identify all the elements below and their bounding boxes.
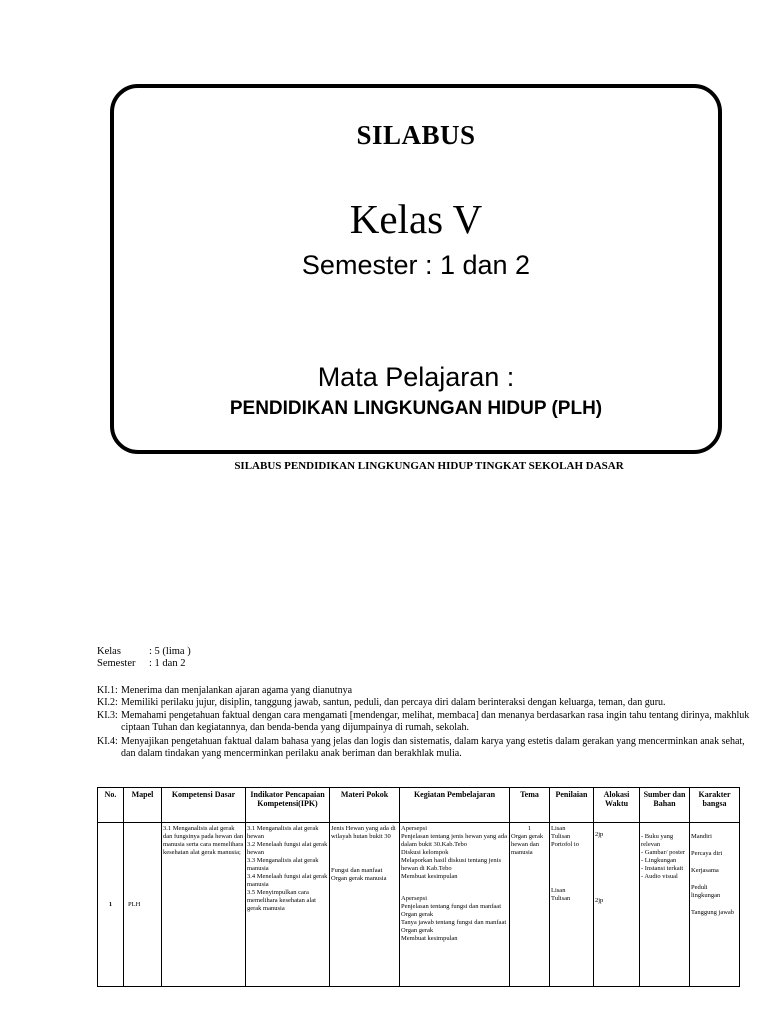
header-sumber: Sumber dan Bahan	[640, 788, 690, 823]
header-kegiatan: Kegiatan Pembelajaran	[400, 788, 510, 823]
ipk-item: 3.2 Menelaah fungsi alat gerak hewan	[247, 841, 328, 856]
cell-karakter	[690, 823, 740, 987]
sumber-item: - Instansi terkait	[641, 865, 684, 872]
cell-alokasi	[594, 823, 640, 987]
info-semester-label: Semester	[97, 658, 136, 669]
cover-title: SILABUS	[356, 120, 476, 150]
ki-text: Menyajikan pengetahuan faktual dalam bahasa yang jelas dan logis dan sistematis, dalam karya yang estetis dalam gerakan yang mencerminkan anak sehat, dan dalam tindakan yang mencerminkan perilaku anak beriman dan berakhlak mulia.	[121, 736, 745, 759]
header-no: No.	[98, 788, 124, 823]
sumber-item: - Buku yang relevan	[641, 833, 674, 848]
karakter-item: Tanggung jawab	[691, 909, 735, 916]
ipk-item: 3.5 Menyimpulkan cara memelihara kesehatan alat gerak manusia	[247, 889, 316, 912]
info-kelas-value: : 5 (lima )	[149, 646, 191, 657]
table-header-row	[98, 788, 740, 823]
karakter-item: Peduli lingkungan	[691, 884, 721, 899]
materi-item: Fungsi dan manfaat Organ gerak manusia	[331, 867, 387, 882]
cell-sumber	[640, 823, 690, 987]
cell-kegiatan	[400, 823, 510, 987]
ki-code: KI.2:	[97, 697, 118, 708]
header-karakter: Karakter bangsa	[690, 788, 740, 823]
header-penilaian: Penilaian	[550, 788, 594, 823]
kegiatan-item: Apersepsi	[401, 825, 427, 832]
tema-number: 1	[527, 825, 532, 832]
kegiatan-item: Tanya jawab tentang fungsi dan manfaat	[401, 919, 507, 926]
header-tema: Tema	[510, 788, 550, 823]
materi-item: Jenis Hewan yang ada di wilayah hutan bukit 30	[331, 825, 396, 840]
kd-text: 3.1 Menganalisis alat gerak dan fungsinya pada hewan dan manusia serta cara memelihara kesehatan alat gerak manusia;	[163, 825, 244, 856]
header-mapel: Mapel	[124, 788, 162, 823]
cell-no: 1	[98, 823, 124, 987]
ki-text: Memahami pengetahuan faktual dengan cara mengamati [mendengar, melihat, membaca] dan menanya berdasarkan rasa ingin tahu tentang dirinya, makhluk ciptaan Tuhan dan kegiatannya, dan benda-benda yang dijumpainya di rumah, sekolah.	[121, 710, 750, 733]
ki-item	[97, 685, 761, 697]
ki-code: KI.1:	[97, 685, 118, 696]
penilaian-item: Lisan	[551, 825, 566, 832]
header-kompetensi-dasar: Kompetensi Dasar	[162, 788, 246, 823]
kegiatan-item: Penjelasan tentang jenis hewan yang ada dalam bukit 30.Kab.Tebo	[401, 833, 507, 848]
sumber-item: - Lingkungan	[641, 857, 677, 864]
info-semester-value: : 1 dan 2	[149, 658, 186, 669]
sumber-item: - Gambar/ poster	[641, 849, 686, 856]
ki-code: KI.3:	[97, 710, 118, 721]
kegiatan-item: Apersepsi	[401, 895, 427, 902]
ki-code: KI.4:	[97, 736, 118, 747]
ipk-item: 3.3 Menganalisis alat gerak manusia	[247, 857, 319, 872]
ipk-item: 3.1 Menganalisis alat gerak hewan	[247, 825, 319, 840]
karakter-item: Percaya diri	[691, 850, 723, 857]
cell-kompetensi-dasar	[162, 823, 246, 987]
penilaian-item: Portofol io	[551, 841, 579, 848]
karakter-item: Kerjasama	[691, 867, 719, 874]
table-row	[98, 823, 740, 987]
cover-semester: Semester : 1 dan 2	[301, 250, 531, 280]
alokasi-item: 2jp	[595, 897, 604, 904]
kegiatan-item: Organ gerak	[401, 927, 434, 934]
cell-materi-pokok	[330, 823, 400, 987]
kegiatan-item: Diskusi kelompok	[401, 849, 449, 856]
header-alokasi: Alokasi Waktu	[594, 788, 640, 823]
info-kelas-label: Kelas	[97, 646, 121, 657]
sumber-item: - Audio visual	[641, 873, 678, 880]
tema-text: Organ gerak hewan dan manusia	[511, 833, 544, 856]
alokasi-item: 2jp	[595, 831, 604, 838]
cover-box	[110, 84, 722, 454]
penilaian-item: Tulisan	[551, 833, 571, 840]
ipk-item: 3.4 Menelaah fungsi alat gerak manusia	[247, 873, 328, 888]
info-semester	[97, 658, 185, 670]
ki-item	[97, 736, 761, 760]
penilaian-item: Lisan	[551, 887, 566, 894]
syllabus-table	[97, 787, 740, 987]
cell-tema	[510, 823, 550, 987]
cover-subject-label: Mata Pelajaran :	[317, 362, 515, 392]
karakter-item: Mandiri	[691, 833, 712, 840]
cover-subject-name: PENDIDIKAN LINGKUNGAN HIDUP (PLH)	[229, 398, 603, 419]
ki-text: Memiliki perilaku jujur, disiplin, tanggung jawab, santun, peduli, dan percaya diri dalam berinteraksi dengan keluarga, teman, dan guru.	[121, 697, 666, 708]
header-indikator: Indikator Pencapaian Kompetensi(IPK)	[246, 788, 330, 823]
ki-text: Menerima dan menjalankan ajaran agama yang dianutnya	[121, 685, 353, 696]
kegiatan-item: Penjelasan tentang fungsi dan manfaat Organ gerak	[401, 903, 501, 918]
cover-class: Kelas V	[349, 196, 483, 242]
ki-item	[97, 710, 761, 734]
kegiatan-item: Membuat kesimpulan	[401, 873, 458, 880]
penilaian-item: Tulisan	[551, 895, 571, 902]
ki-item	[97, 697, 761, 709]
cell-mapel: PLH	[124, 823, 162, 987]
cell-indikator	[246, 823, 330, 987]
header-materi-pokok: Materi Pokok	[330, 788, 400, 823]
document-title: SILABUS PENDIDIKAN LINGKUNGAN HIDUP TINGKAT SEKOLAH DASAR	[234, 460, 624, 472]
cell-penilaian	[550, 823, 594, 987]
info-kelas	[97, 646, 191, 658]
kegiatan-item: Melaporkan hasil diskusi tentang jenis hewan di Kab.Tebo	[401, 857, 502, 872]
kegiatan-item: Membuat kesimpulan	[401, 935, 458, 942]
